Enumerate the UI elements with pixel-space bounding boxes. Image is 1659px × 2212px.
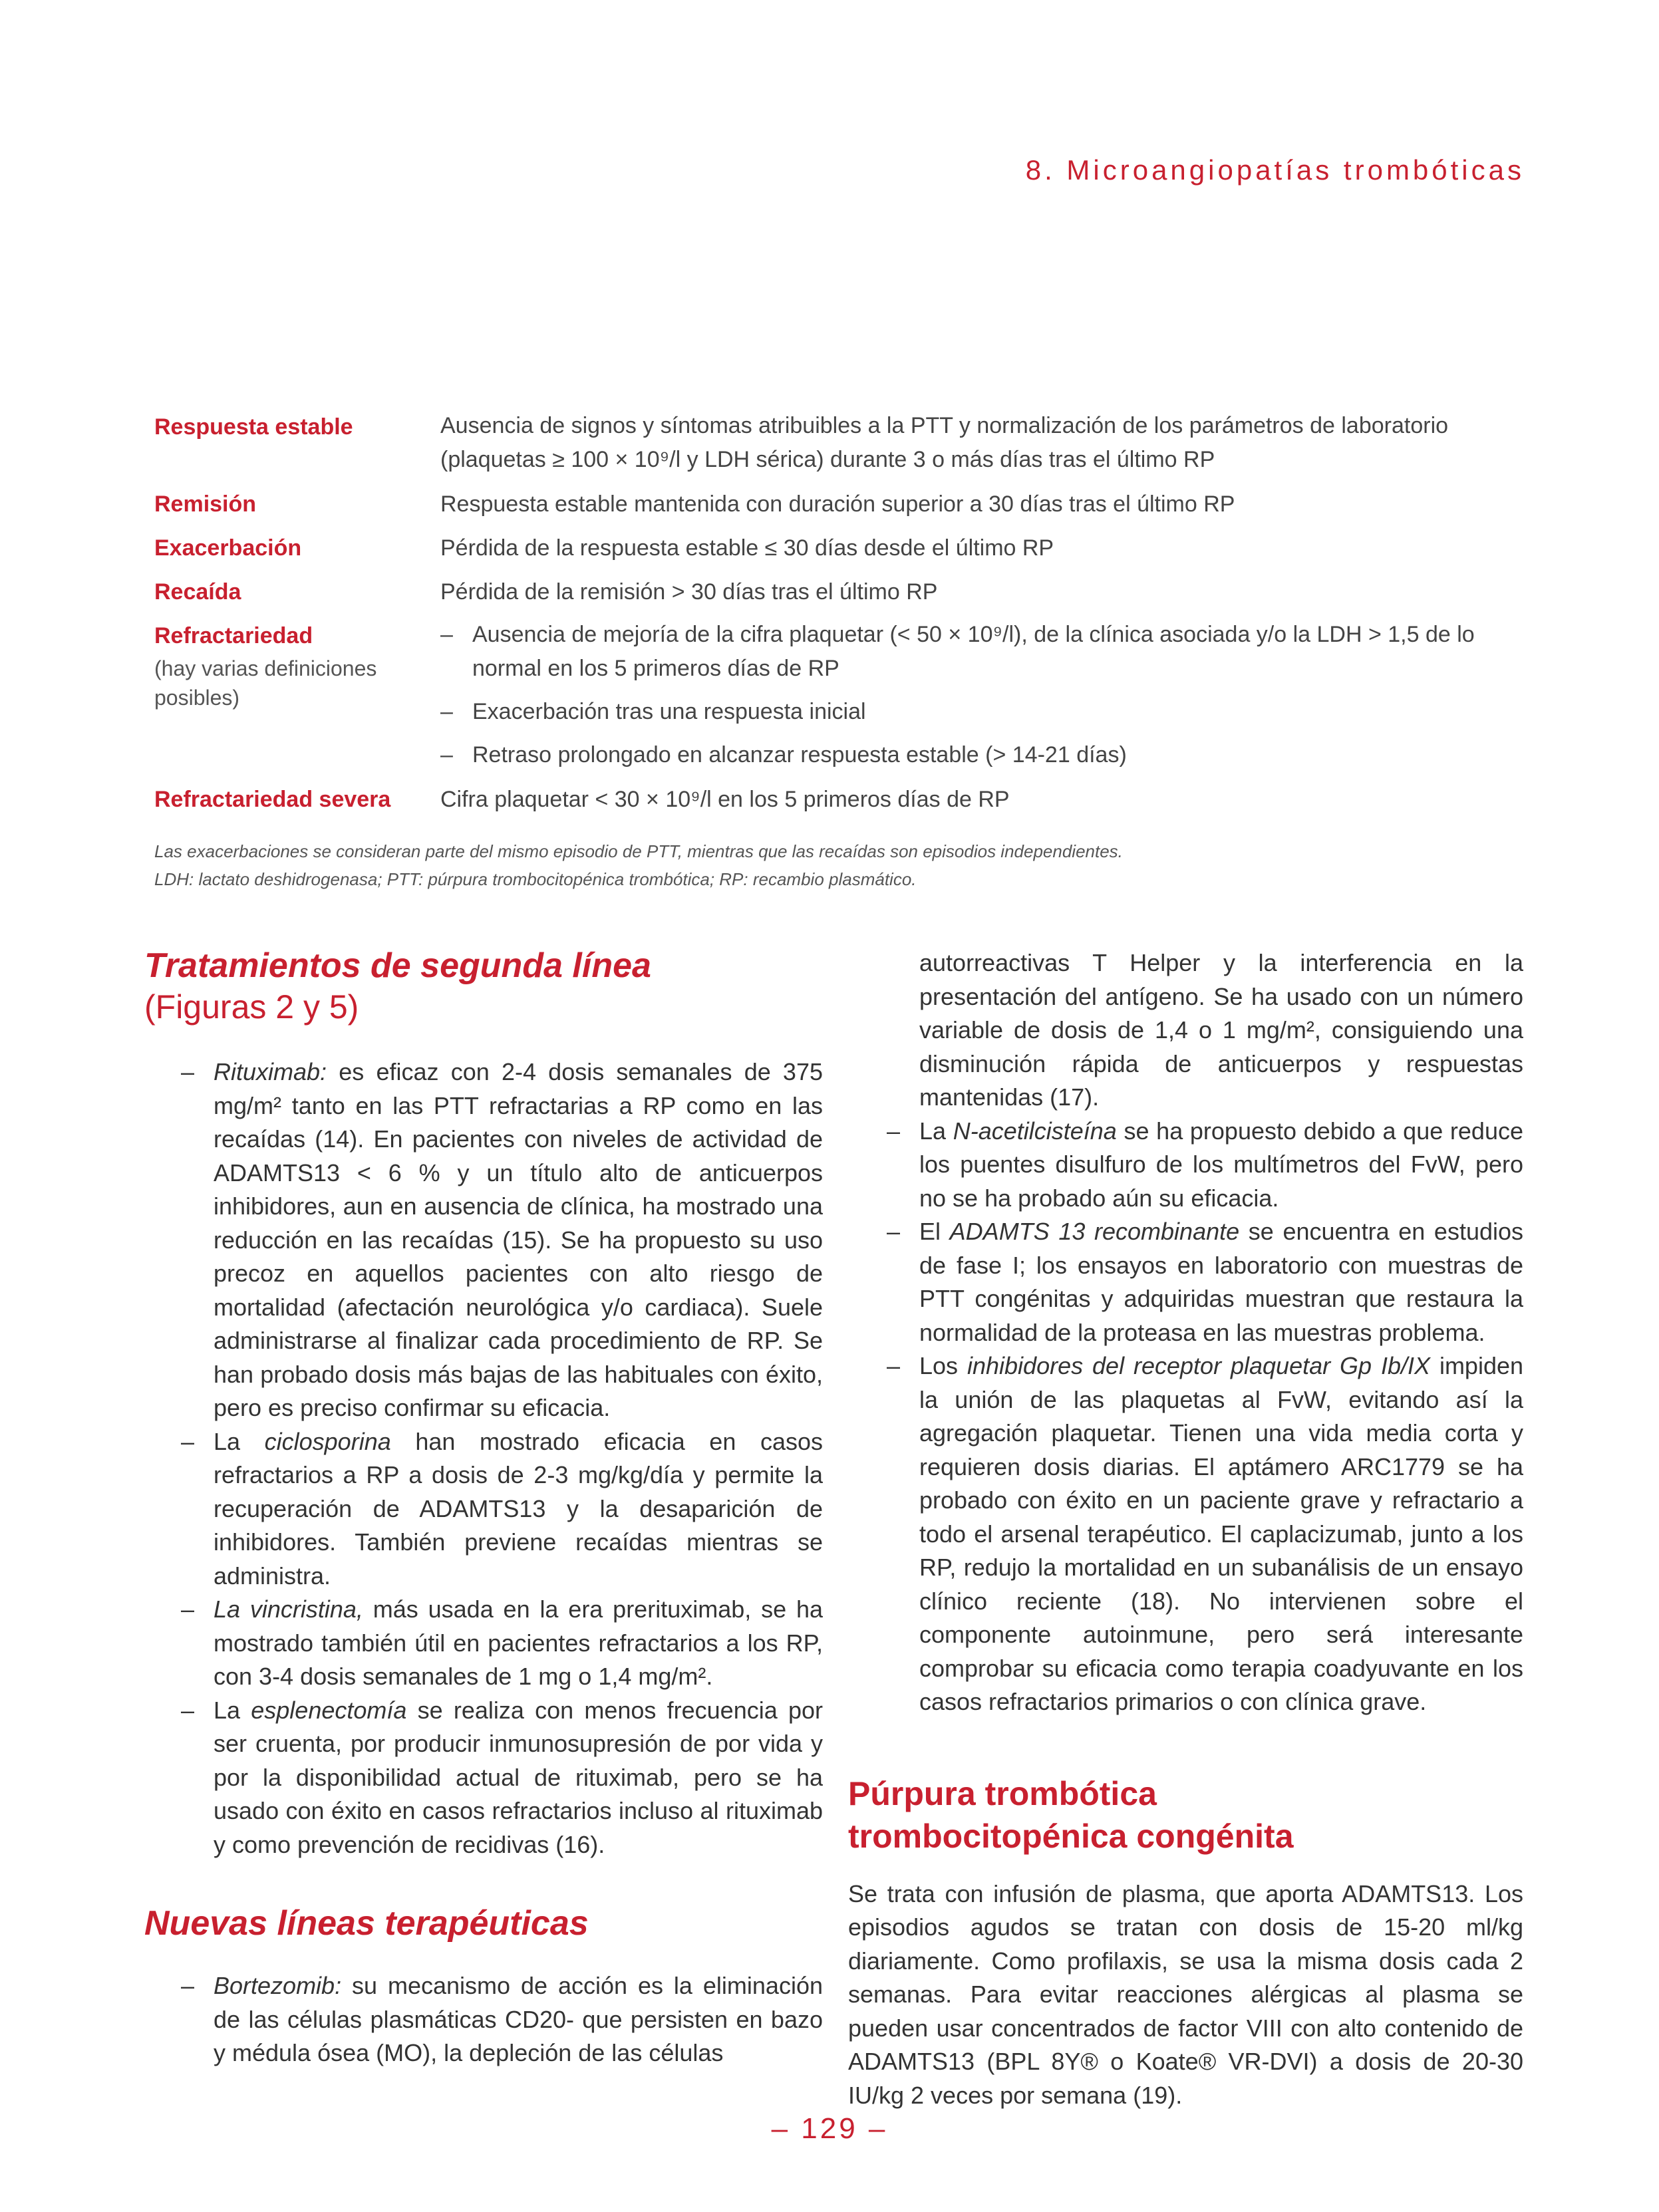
definition-row <box>154 618 1531 781</box>
page-number: – 129 – <box>771 2112 888 2145</box>
right-column <box>848 946 1523 2112</box>
table-notes <box>154 837 1531 893</box>
item-text: han mostrado eficacia en casos refractarios a RP a dosis de 2-3 mg/kg/día y permite la recuperación de ADAMTS13 y la desaparición de inhibidores. También previene recaídas mientras se administra. <box>214 1427 823 1590</box>
term-label: Refractariedad severa <box>154 787 391 812</box>
item-text: se encuentra en estudios de fase I; los ensayos en laboratorio con muestras de PTT congénitas y adquiridas muestran que restaura la normalidad de la proteasa en las muestras problema. <box>919 1218 1524 1346</box>
new-therapies-continued <box>848 1115 1523 1719</box>
drug-name: La vincristina, <box>214 1595 363 1623</box>
term-description: Ausencia de signos y síntomas atribuibles a la PTT y normalización de los parámetros de laboratorio (plaquetas ≥ 100 × 10⁹/l y LDH sérica) durante 3 o más días tras el último RP <box>440 413 1449 472</box>
definition-row <box>154 781 1531 817</box>
drug-name: Bortezomib: <box>214 1972 342 1999</box>
list-item <box>144 1425 823 1593</box>
term-description: Respuesta estable mantenida con duración superior a 30 días tras el último RP <box>440 491 1235 517</box>
item-lead: La <box>214 1427 265 1455</box>
drug-name: N-acetilcisteína <box>953 1117 1117 1145</box>
term-description: Pérdida de la respuesta estable ≤ 30 días desde el último RP <box>440 535 1054 561</box>
term-description: Pérdida de la remisión > 30 días tras el último RP <box>440 579 938 605</box>
list-item <box>144 1593 823 1694</box>
criterion-item: – Exacerbación tras una respuesta inicial <box>440 695 1531 729</box>
drug-name: inhibidores del receptor plaquetar Gp Ib/IX <box>967 1352 1431 1379</box>
definition-row <box>154 530 1531 566</box>
new-therapies <box>144 1969 823 2070</box>
left-column <box>144 945 823 2070</box>
item-text: es eficaz con 2-4 dosis semanales de 375 mg/m² tanto en las PTT refractarias a RP como en las recaídas (14). En pacientes con niveles de actividad de ADAMTS13 < 6 % y un título alto de anticuerpos inhibidores, aun en ausencia de clínica, ha mostrado una reducción en las recaídas (15). Se ha propuesto su uso precoz en aquellos pacientes con alto riesgo de mortalidad (afectación neurológica y/o cardiaca). Suele administrarse al finalizar cada procedimiento de RP. Se han probado dosis más bajas de las habituales con éxito, pero es preciso confirmar su eficacia. <box>214 1058 823 1421</box>
list-item <box>144 1055 823 1425</box>
section-subtitle: (Figuras 2 y 5) <box>144 988 359 1026</box>
term-description: Cifra plaquetar < 30 × 10⁹/l en los 5 primeros días de RP <box>440 787 1010 812</box>
section-title: Nuevas líneas terapéuticas <box>144 1904 589 1943</box>
chapter-header: 8. Microangiopatías trombóticas <box>1025 154 1525 186</box>
item-lead: El <box>919 1218 950 1245</box>
term-note: (hay varias definiciones posibles) <box>154 656 377 710</box>
item-lead: Los <box>919 1352 967 1379</box>
drug-name: ciclosporina <box>264 1427 391 1455</box>
congenital-ttp-paragraph: Se trata con infusión de plasma, que aporta ADAMTS13. Los episodios agudos se tratan con dosis de 15-20 ml/kg diariamente. Como profilaxis, se usa la misma dosis cada 2 semanas. Para evitar reacciones alérgicas al plasma se pueden usar concentrados de factor VIII con alto contenido de ADAMTS13 (BPL 8Y® o Koate® VR-DVI) a dosis de 20-30 IU/kg 2 veces por semana (19). <box>848 1879 1523 2109</box>
definition-row <box>154 409 1531 477</box>
item-text: más usada en la era prerituximab, se ha mostrado también útil en pacientes refractarios a los RP, con 3-4 dosis semanales de 1 mg o 1,4 mg/m². <box>214 1595 823 1690</box>
definition-row <box>154 574 1531 610</box>
item-lead: La <box>919 1117 953 1145</box>
list-item <box>144 1694 823 1862</box>
term-label: Refractariedad <box>154 623 313 648</box>
item-text: se ha propuesto debido a que reduce los puentes disulfuro de los multímetros del FvW, pero no se ha probado aún su eficacia. <box>919 1117 1523 1212</box>
list-item <box>848 1115 1523 1216</box>
section-title <box>848 1772 1523 1858</box>
criterion-item: – Ausencia de mejoría de la cifra plaquetar (< 50 × 10⁹/l), de la clínica asociada y/o la LDH > 1,5 de lo normal en los 5 primeros días de RP <box>440 618 1531 686</box>
term-label: Exacerbación <box>154 535 302 561</box>
drug-name: ADAMTS 13 recombinante <box>949 1218 1240 1245</box>
table-note: Las exacerbaciones se consideran parte del mismo episodio de PTT, mientras que las recaídas son episodios independientes. <box>154 841 1123 861</box>
refractoriness-criteria <box>440 618 1531 772</box>
second-line-treatments <box>144 1055 823 1862</box>
list-item <box>848 1349 1523 1719</box>
term-label: Recaída <box>154 579 241 605</box>
term-label: Respuesta estable <box>154 414 353 440</box>
section-title-line: trombocitopénica congénita <box>848 1817 1294 1855</box>
table-note: LDH: lactato deshidrogenasa; PTT: púrpura trombocitopénica trombótica; RP: recambio plasmático. <box>154 869 917 889</box>
definitions-table <box>154 409 1531 893</box>
section-title: Tratamientos de segunda línea <box>144 946 651 985</box>
list-item <box>144 1969 823 2070</box>
term-label: Remisión <box>154 491 257 517</box>
item-text: su mecanismo de acción es la eliminación de las células plasmáticas CD20- que persisten en bazo y médula ósea (MO), la depleción de las células <box>214 1972 823 2066</box>
criterion-item: – Retraso prolongado en alcanzar respuesta estable (> 14-21 días) <box>440 738 1531 772</box>
item-text: se realiza con menos frecuencia por ser cruenta, por producir inmunosupresión de por vida y por la disponibilidad actual de rituximab, pero se ha usado con éxito en casos refractarios incluso al rituximab y como prevención de recidivas (16). <box>214 1696 823 1858</box>
list-item <box>848 1215 1523 1349</box>
item-text: impiden la unión de las plaquetas al FvW, evitando así la agregación plaquetar. Tienen una vida media corta y requieren dosis diarias. El aptámero ARC1779 se ha probado con éxito en un paciente grave y refractario a todo el arsenal terapéutico. El caplacizumab, junto a los RP, redujo la mortalidad en un subanálisis de un ensayo clínico reciente (18). No intervienen sobre el componente autoinmune, pero será interesante comprobar su eficacia como terapia coadyuvante en los casos refractarios primarios o con clínica grave. <box>919 1352 1524 1715</box>
definition-row <box>154 486 1531 522</box>
list-item-continuation: autorreactivas T Helper y la interferencia en la presentación del antígeno. Se ha usado con un número variable de dosis de 1,4 o 1 mg/m², consiguiendo una disminución rápida de anticuerpos y respuestas mantenidas (17). <box>919 949 1523 1111</box>
item-lead: La <box>214 1696 251 1724</box>
section-title-line: Púrpura trombótica <box>848 1774 1157 1812</box>
drug-name: esplenectomía <box>251 1696 407 1724</box>
drug-name: Rituximab: <box>214 1058 327 1085</box>
